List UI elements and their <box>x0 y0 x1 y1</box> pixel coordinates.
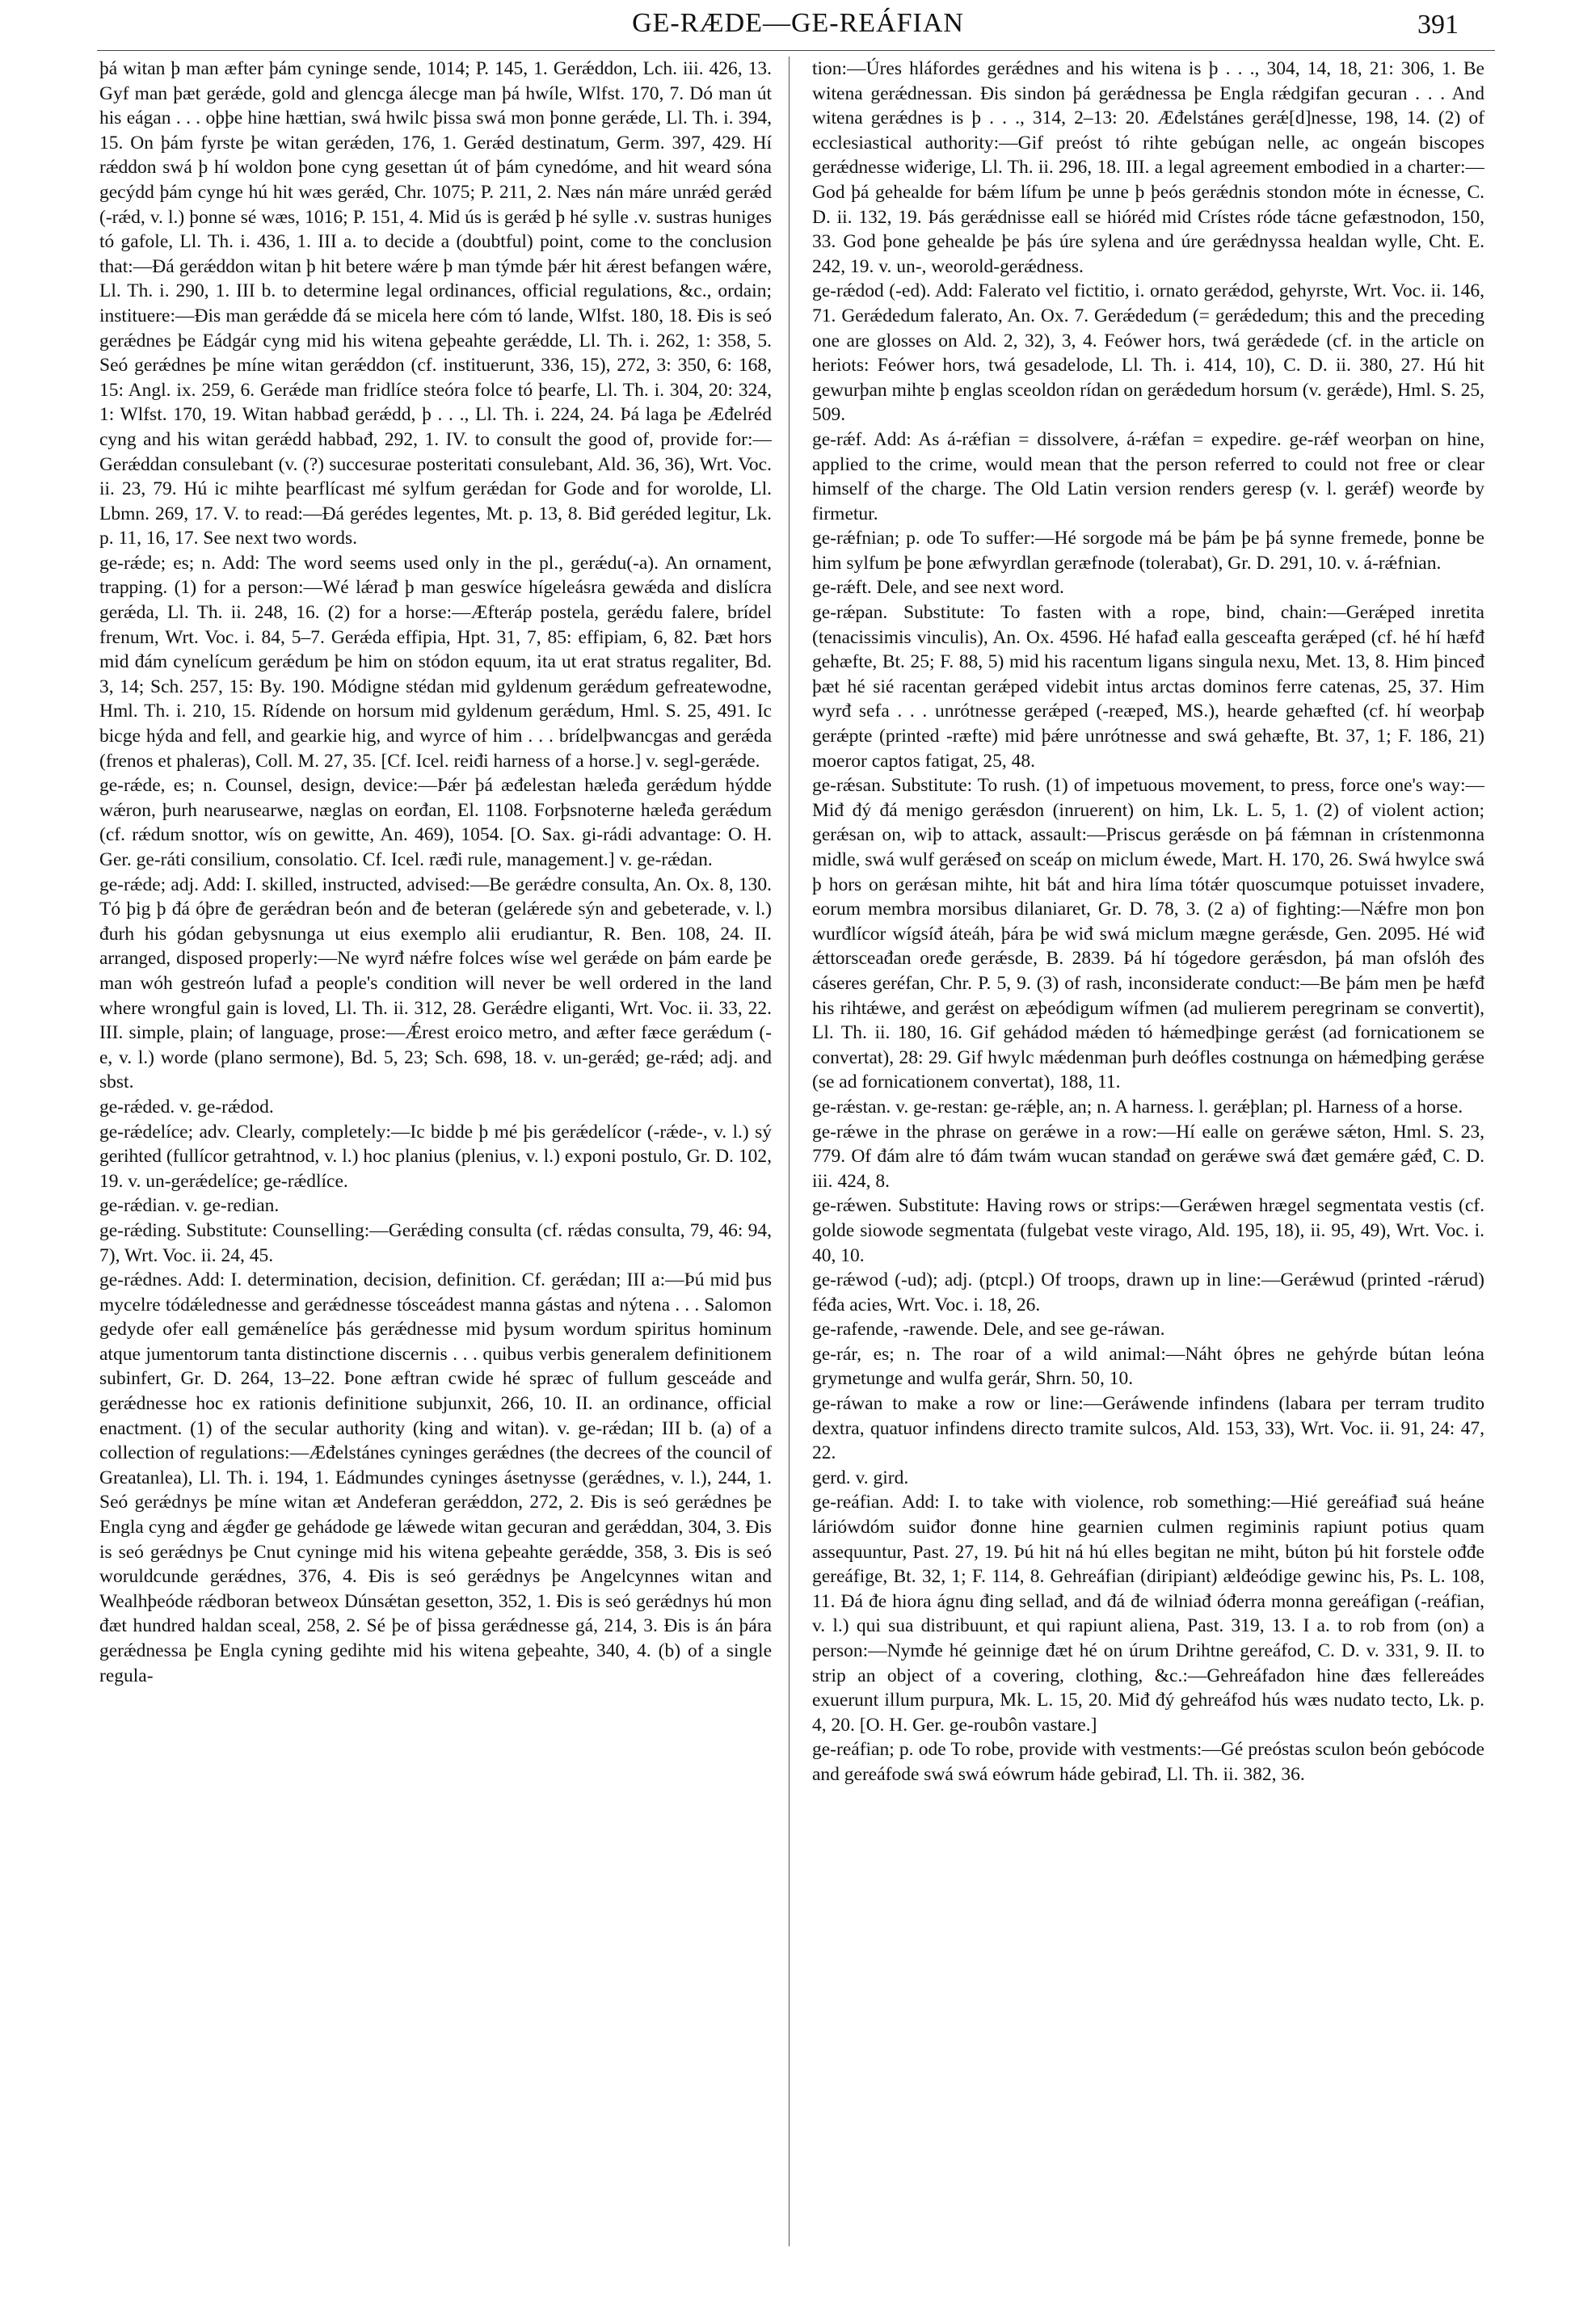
dictionary-entry: ge-rǽdod (-ed). Add: Falerato vel fictitio, i. ornato gerǽdod, gehyrste, Wrt. Voc. ii. 146, 71. Gerǽdedum falerato, An. Ox. 7. Gerǽdedum (= gerǽdedum; this and the preceding one are glosses on Ald. 2, 32), 3, 4. Feówer hors, twá gerǽdede (cf. in the article on heriots: Feówer hors, twá gesadelode, Ll. Th. i. 414, 10), C. D. ii. 380, 27. Hú hit gewurþan mihte þ englas sceoldon rídan on gerǽdedum horsum (v. gerǽde), Hml. S. 25, 509. <box>812 280 1484 426</box>
dictionary-entry: ge-reáfian. Add: I. to take with violence, rob something:—Hié gereáfiađ suá heáne láriówdóm suiđor đonne hine gearnien culmen regiminis rapiunt potius quam assequuntur, Past. 27, 19. Þú hit ná hú elles begitan ne miht, búton þú hit forstele ođđe gereáfige, Bt. 32, 1; F. 114, 8. Gehreáfian (diripiant) ælđeódige gewinc his, Ps. L. 108, 11. Đá đe hiora ágnu đing sellađ, and đá đe wilniađ óđerra monna gereáfigan (-reáfian, v. l.) qui sua distribuunt, et qui rapiunt aliena, Past. 319, 13. I a. to rob from (on) a person:—Nymđe hé geinnige đæt hé on úrum Drihtne gereáfod, C. D. v. 331, 9. II. to strip an object of a covering, clothing, &c.:—Gehreáfadon hine đæs fellereádes exuerunt illum purpura, Mk. L. 15, 20. Miđ đý gehreáfod hús wæs nudato tecto, Lk. p. 4, 20. [O. H. Ger. ge-roubôn vastare.] <box>812 1492 1484 1736</box>
dictionary-entry: ge-rǽdnes. Add: I. determination, decision, definition. Cf. gerǽdan; III a:—Þú mid þus mycelre tódǽlednesse and gerǽdnesse tósceádest manna gástas and nýtena . . . Salomon gedyde ofer eall gemǽnelíce þás gerǽdnesse mid þysum wordum spiritus hominum atque jumentorum tanta distinctione discernis . . . quibus verbis generalem definitionem subinfert, Gr. D. 264, 13–22. Þone æftran cwide hé spræc of fullum gesceáde and gerǽdnesse hoc ex rationis definitione subjunxit, 266, 10. II. an ordinance, official enactment. (1) of the secular authority (king and witan). v. ge-rǽdan; III b. (a) of a collection of regulations:—Æđelstánes cyninges gerǽdnes (the decrees of the council of Greatanlea), Ll. Th. i. 194, 1. Eádmundes cyninges ásetnysse (gerǽdnes, v. l.), 244, 1. Seó gerǽdnys þe míne witan æt Andeferan gerǽddon, 272, 2. Đis is seó gerǽdnes þe Engla cyng and ǽgđer ge gehádode ge lǽwede witan gecuran and gerǽddan, 304, 3. Đis is seó gerǽdnys þe Cnut cyninge mid his witena geþeahte gerǽdde, 358, 3. Đis is seó woruldcunde gerǽdnes, 376, 4. Đis is seó gerǽdnys þe Angelcynnes witan and Wealhþeóde rǽdboran betweox Dúnsǽtan gesetton, 352, 1. Đis is seó gerǽdnys hú mon đæt hundred haldan sceal, 258, 2. Sé þe of þissa gerǽdnesse gá, 214, 3. Đis is án þára gerǽdnessa þe Engla cyning gedihte mid his witena geþeahte, 340, 4. (b) of a single regula- <box>99 1269 772 1686</box>
dictionary-entry: ge-rǽde, es; n. Counsel, design, device:—Þǽr þá æđelestan hæleđa gerǽdum hýdde wǽron, þurh nearusearwe, næglas on eorđan, El. 1108. Forþsnoterne hæleđa gerǽdum (cf. rǽdum snottor, wís on gewitte, An. 469), 1054. [O. Sax. gi-rádi advantage: O. H. Ger. ge-ráti consilium, consolatio. Cf. Icel. ræđi rule, management.] v. ge-rǽdan. <box>99 775 772 870</box>
dictionary-entry: ge-rǽwod (-ud); adj. (ptcpl.) Of troops, drawn up in line:—Gerǽwud (printed -rǽrud) féđa acies, Wrt. Voc. i. 18, 26. <box>812 1269 1484 1315</box>
running-head: GE-RÆDE—GE-REÁFIAN <box>632 8 964 38</box>
page-number: 391 <box>1417 10 1459 40</box>
right-column <box>812 57 1484 2295</box>
dictionary-entry: gerd. v. gird. <box>812 1467 909 1488</box>
dictionary-entry: ge-rǽfnian; p. ode To suffer:—Hé sorgode má be þám þe þá synne fremede, þonne be him sylfum þe þone æfwyrdlan geræfnode (tolerabat), Gr. D. 291, 10. v. á-rǽfnian. <box>812 528 1484 574</box>
dictionary-entry: ge-rǽft. Dele, and see next word. <box>812 577 1064 599</box>
left-column <box>99 57 772 2295</box>
dictionary-entry: ge-rǽwe in the phrase on gerǽwe in a row:—Hí ealle on gerǽwe sǽton, Hml. S. 23, 779. Of đám alre tó đám twám wucan standađ on gerǽwe swá đæt gemǽre gǽđ, C. D. iii. 424, 8. <box>812 1121 1484 1192</box>
dictionary-entry: ge-rǽdian. v. ge-redian. <box>99 1195 280 1217</box>
dictionary-entry: ge-rǽded. v. ge-rǽdod. <box>99 1096 274 1118</box>
dictionary-entry: ge-rǽpan. Substitute: To fasten with a rope, bind, chain:—Gerǽped inretita (tenacissimis vinculis), An. Ox. 4596. Hé hafađ ealla gesceafta gerǽped (cf. hé hí hæfđ gehæfte, Bt. 25; F. 88, 5) mid his racentum ligans singula nexu, Met. 13, 8. Him þinceđ þæt hé sié racentan gerǽped videbit intus arctas dominos ferre catenas, 25, 37. Him wyrđ sefa . . . unrótnesse gerǽped (-reæpeđ, MS.), hearde gehæfted (cf. hí weorþaþ gerǽpte (printed -ræfte) mid þǽre unrótnesse and swá gehæfte, Bt. 37, 1; F. 186, 21) moeror captos fatigat, 25, 48. <box>812 602 1484 772</box>
column-divider <box>789 57 790 2246</box>
dictionary-entry: ge-ráwan to make a row or line:—Geráwende infindens (labara per terram trudito dextra, quatuor infindens directo tramite sulcos, Ald. 153, 33), Wrt. Voc. ii. 91, 24: 47, 22. <box>812 1393 1484 1464</box>
dictionary-entry: ge-rǽdelíce; adv. Clearly, completely:—Ic bidde þ mé þis gerǽdelícor (-rǽde-, v. l.) sý gerihted (fullícor getrahtnod, v. l.) hoc planius (plenius, v. l.) exponi postulo, Gr. D. 102, 19. v. un-gerǽdelíce; ge-rǽdlíce. <box>99 1121 772 1192</box>
dictionary-entry: ge-rǽding. Substitute: Counselling:—Gerǽding consulta (cf. rǽdas consulta, 79, 46: 94, 7), Wrt. Voc. ii. 24, 45. <box>99 1219 772 1266</box>
dictionary-entry: ge-rǽde; es; n. Add: The word seems used only in the pl., gerǽdu(-a). An ornament, trapping. (1) for a person:—Wé lǽrađ þ man geswíce hígeleásra gewǽda and dislícra gerǽda, Ll. Th. ii. 248, 16. (2) for a horse:—Æfteráp postela, gerǽdu falere, brídel frenum, Wrt. Voc. i. 84, 5–7. Gerǽda effipia, Hpt. 31, 7, 85: effipiam, 6, 82. Þæt hors mid đám cynelícum gerǽdum þe him on stódon equum, ita ut erat stratus regaliter, Bd. 3, 14; Sch. 257, 15: By. 190. Módigne stédan mid gyldenum gerǽdum gefreatewodne, Hml. Th. i. 210, 15. Rídende on horsum mid gyldenum gerǽdum, Hml. S. 25, 491. Ic bicge hýda and fell, and gearkie hig, and wyrce of him . . . brídelþwancgas and gerǽda (frenos et phaleras), Coll. M. 27, 35. [Cf. Icel. reiđi harness of a horse.] v. segl-gerǽde. <box>99 552 772 772</box>
dictionary-entry: ge-rár, es; n. The roar of a wild animal:—Náht óþres ne gehýrde bútan leóna grymetunge and wulfa gerár, Shrn. 50, 10. <box>812 1343 1484 1390</box>
dictionary-entry: ge-rǽstan. v. ge-restan: ge-rǽþle, an; n. A harness. l. gerǽþlan; pl. Harness of a horse. <box>812 1096 1463 1118</box>
dictionary-entry: ge-rǽde; adj. Add: I. skilled, instructed, advised:—Be gerǽdre consulta, An. Ox. 8, 130. Tó þig þ đá óþre đe gerǽdran beón and đe beteran (gelǽrede sýn and gebeterade, v. l.) đurh his gódan gebysnunga ut eius exemplo alii erudiantur, R. Ben. 108, 24. II. arranged, disposed properly:—Ne wyrđ nǽfre folces wíse wel gerǽde on þám earde þe man wóh gestreón lufađ a people's condition will never be well ordered in the land where wrongful gain is loved, Ll. Th. ii. 312, 28. Gerǽdre eliganti, Wrt. Voc. ii. 33, 22. III. simple, plain; of language, prose:—Ǽrest eroico metro, and æfter fæce gerǽdum (-e, v. l.) worde (plano sermone), Bd. 5, 23; Sch. 698, 18. v. un-gerǽd; ge-rǽd; adj. and sbst. <box>99 873 772 1093</box>
dictionary-entry: ge-rafende, -rawende. Dele, and see ge-ráwan. <box>812 1319 1165 1341</box>
dictionary-entry: ge-rǽf. Add: As á-rǽfian = dissolvere, á-rǽfan = expedire. ge-rǽf weorþan on hine, applied to the crime, would mean that the person referred to could not free or clear himself of the charge. The Old Latin version renders geresp (v. l. gerǽf) weorđe by firmetur. <box>812 428 1484 524</box>
dictionary-entry: þá witan þ man æfter þám cyninge sende, 1014; P. 145, 1. Gerǽddon, Lch. iii. 426, 13. Gyf man þæt gerǽde, gold and glencga álecge man þá hwíle, Wlfst. 170, 7. Dó man út his eágan . . . oþþe hine hættian, swá hwilc þissa swá mon þonne gerǽde, Ll. Th. i. 394, 15. On þám fyrste þe witan gerǽden, 176, 1. Gerǽd destinatum, Germ. 397, 429. Hí rǽddon swá þ hí woldon þone cyng gesettan út of þám cynedóme, and hit weard sóna gecýdd þám cynge hú hit wæs gerǽd, Chr. 1075; P. 211, 2. Næs nán máre unrǽd gerǽd (-rǽd, v. l.) þonne sé wæs, 1016; P. 151, 4. Mid ús is gerǽd þ hé sylle .v. sustras huniges tó gafole, Ll. Th. i. 436, 1. III a. to decide a (doubtful) point, come to the conclusion that:—Đá gerǽddon witan þ hit betere wǽre þ man týmde þǽr hit ǽrest befangen wǽre, Ll. Th. i. 290, 1. III b. to determine legal ordinances, official regulations, &c., ordain; instituere:—Đis man gerǽdde đá se micela here cóm tó lande, Wlfst. 180, 18. Đis is seó gerǽdnes þe Eádgár cyng mid his witena geþeahte gerǽdde, Ll. Th. i. 262, 1: 358, 5. Seó gerǽdnes þe míne witan gerǽddon (cf. instituerunt, 336, 15), 272, 3: 350, 6: 168, 15: Angl. ix. 259, 6. Gerǽde man fridlíce steóra folce tó þearfe, Ll. Th. i. 304, 20: 324, 1: Wlfst. 170, 19. Witan habbađ gerǽdd, þ . . ., Ll. Th. i. 224, 24. Þá laga þe Æđelréd cyng and his witan gerǽdd habbađ, 292, 1. IV. to consult the good of, provide for:—Gerǽddan consulebant (v. (?) succesurae posteritati consulebant, Ald. 36, 36), Wrt. Voc. ii. 23, 79. Hú ic mihte þearflícast mé sylfum gerǽdan for Gode and for woroldе, Ll. Lbmn. 269, 17. V. to read:—Đá gerédes legentes, Mt. p. 13, 8. Biđ geréded legitur, Lk. p. 11, 16, 17. See next two words. <box>99 58 772 549</box>
dictionary-entry: ge-rǽwen. Substitute: Having rows or strips:—Gerǽwen hrægel segmentata vestis (cf. golde siowode segmentata (fulgebat veste virago, Ald. 195, 18), ii. 95, 49), Wrt. Voc. i. 40, 10. <box>812 1195 1484 1266</box>
header-rule <box>97 50 1495 51</box>
dictionary-entry: ge-rǽsan. Substitute: To rush. (1) of impetuous movement, to press, force one's way:—Miđ đý đá menigo gerǽsdon (inruerent) on him, Lk. L. 5, 1. (2) of violent action; gerǽsan on, wiþ to attack, assault:—Priscus gerǽsde on þá fǽmnan in crístenmonna midle, swá wulf gerǽseđ on sceáp on miclum éwede, Mart. H. 170, 26. Swá hwylce swá þ hors on gerǽsan mihte, hit bát and hira líma tótǽr quoscumque potuisset invadere, eorum membra morsibus dilaniaret, Gr. D. 78, 3. (2 a) of fighting:—Nǽfre mon þon wurđlícor wígsíđ áteáh, þára þe wiđ swá miclum mægne gerǽsde, Gen. 2095. Hé wiđ ǽttorsceađan oređe gerǽsde, B. 2839. Þá hí tógedore gerǽsdon, þá man ofslóh đes cáseres geréfan, Chr. P. 5, 9. (3) of rash, inconsiderate conduct:—Be þám men þe hæfđ his rihtǽwe, and gerǽst on æþeódigum wífmen (ad mulierem peregrinam se convertit), Ll. Th. ii. 180, 16. Gif gehádod mǽden tó hǽmedþinge gerǽst (ad fornicationem se convertat), 28: 29. Gif hwylc mǽdenman þurh deófles costnunga on hǽmedþing gerǽse (se ad fornicationem convertat), 188, 11. <box>812 775 1484 1093</box>
dictionary-entry: tion:—Úres hláfordes gerǽdnes and his witena is þ . . ., 304, 14, 18, 21: 306, 1. Be witena gerǽdnessan. Đis sindon þá gerǽdnessa þe Engla rǽdgifan gecuran . . . And witena gerǽdnes is þ . . ., 314, 2–13: 20. Æđelstánes gerǽ[d]nesse, 198, 14. (2) of ecclesiastical authority:—Gif preóst tó rihte gebúgan nelle, ac ongeán biscopes gerǽdnesse wiđerige, Ll. Th. ii. 296, 18. III. a legal agreement embodied in a charter:—God þá gehealde for bǽm lífum þe unne þ þeós gerǽdnis stondon móte in écnesse, C. D. ii. 132, 19. Þás gerǽdnisse eall se hióréd mid Crístes róde tácne gefæstnodon, 150, 33. God þone gehealde þe þás úre sylena and úre gerǽdnyssa healdan wylle, Cht. E. 242, 19. v. un-, weorold-gerǽdness. <box>812 58 1484 277</box>
dictionary-entry: ge-reáfian; p. ode To robe, provide with vestments:—Gé preóstas sculon beón gebócode and gereáfode swá swá eówrum háde gebirađ, Ll. Th. ii. 382, 36. <box>812 1739 1484 1785</box>
